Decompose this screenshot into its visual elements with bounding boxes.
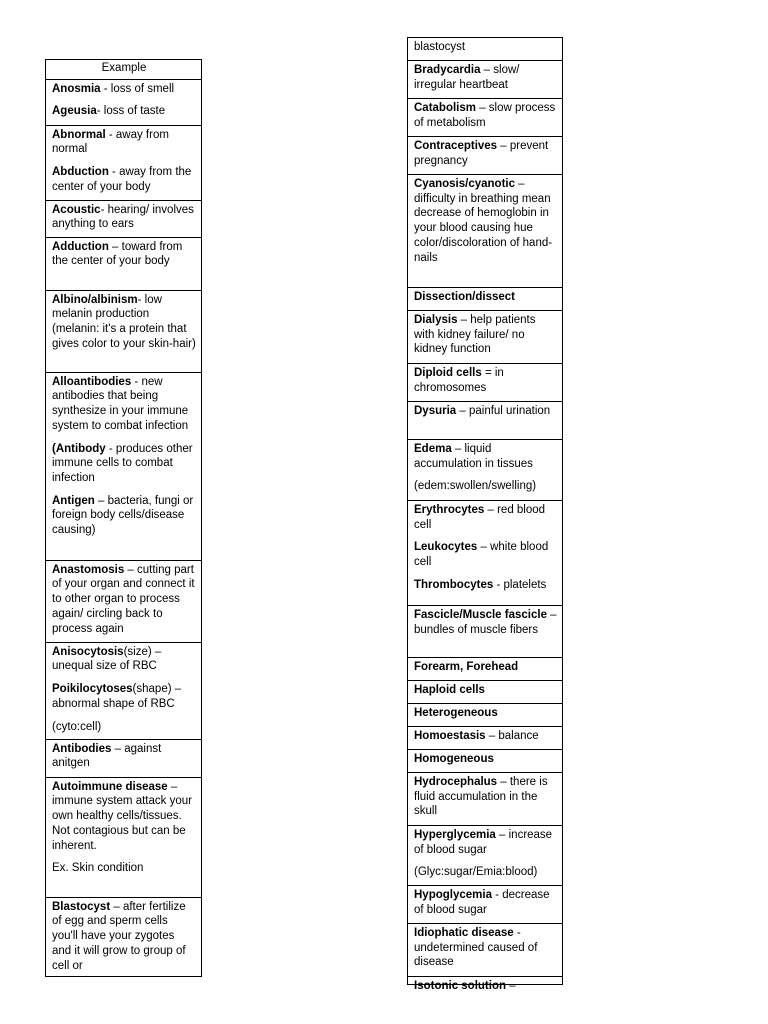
- term: Dysuria: [414, 405, 457, 417]
- table-row: [408, 727, 562, 750]
- table-row: [46, 643, 201, 740]
- glossary-entry: [414, 40, 557, 55]
- table-row: [408, 288, 562, 311]
- term: Erythrocytes: [414, 504, 485, 516]
- term: Anosmia: [52, 82, 101, 95]
- definition: (edem:swollen/swelling): [414, 480, 537, 493]
- definition: blastocyst: [414, 41, 466, 53]
- glossary-entry: [414, 926, 557, 970]
- table-row: [46, 778, 201, 898]
- table-row: [46, 238, 201, 291]
- term: (Antibody: [52, 442, 106, 455]
- term: Fascicle/Muscle fascicle: [414, 609, 547, 621]
- glossary-entry: [414, 290, 557, 305]
- definition: - loss of smell: [100, 82, 175, 95]
- term: Blastocyst: [52, 900, 111, 913]
- table-row: [46, 291, 201, 373]
- definition: - decrease of blood sugar: [414, 889, 550, 916]
- term: Haploid cells: [414, 684, 485, 696]
- definition: – prevent pregnancy: [414, 140, 549, 167]
- definition: – white blood cell: [414, 541, 549, 569]
- term: Albino/albinism: [52, 293, 138, 306]
- glossary-entry: [52, 494, 196, 538]
- glossary-entry: [52, 82, 196, 97]
- term: Adduction: [52, 240, 109, 253]
- definition: – balance: [485, 730, 539, 742]
- term: Bradycardia: [414, 64, 481, 76]
- table-row: [408, 311, 562, 364]
- glossary-entry: [414, 139, 557, 168]
- glossary-entry: [414, 313, 557, 357]
- glossary-entry: [414, 503, 557, 532]
- table-row: [46, 561, 201, 643]
- glossary-entry: [414, 578, 557, 593]
- term: Hypoglycemia: [414, 889, 492, 901]
- definition: (size) – unequal size of RBC: [52, 645, 162, 673]
- glossary-entry: [414, 479, 557, 494]
- term: Acoustic: [52, 203, 101, 216]
- definition: – slow process of metabolism: [414, 102, 556, 129]
- glossary-entry: [52, 203, 196, 232]
- glossary-entry: [52, 442, 196, 486]
- definition: = in chromosomes: [414, 367, 504, 394]
- glossary-entry: [414, 404, 557, 419]
- left-glossary-table: [45, 59, 202, 977]
- definition: - undetermined caused of disease: [414, 927, 538, 969]
- term: Catabolism: [414, 102, 476, 114]
- table-row: [408, 977, 562, 996]
- definition: – painful urination: [456, 405, 551, 417]
- definition: - loss of taste: [96, 105, 166, 118]
- definition: - platelets: [493, 578, 547, 591]
- table-row: [408, 440, 562, 501]
- table-row: [46, 373, 201, 561]
- definition: – immune system attack your own healthy cells/tissues. Not contagious but can be inherent.: [52, 780, 192, 852]
- glossary-entry: [414, 865, 557, 880]
- term: Hydrocephalus: [414, 776, 498, 788]
- glossary-entry: [52, 682, 196, 711]
- table-row: [408, 924, 562, 977]
- term: Abduction: [52, 166, 109, 179]
- term: Edema: [414, 443, 452, 455]
- table-row: [408, 773, 562, 826]
- table-row: [408, 886, 562, 924]
- glossary-entry: [52, 128, 196, 157]
- glossary-entry: [414, 729, 557, 744]
- term: Thrombocytes: [414, 578, 494, 591]
- glossary-entry: [414, 752, 557, 767]
- term: Dissection/dissect: [414, 291, 515, 303]
- definition: (cyto:cell): [52, 720, 102, 733]
- term: Homogeneous: [414, 753, 494, 765]
- term: Idiophatic disease: [414, 927, 514, 939]
- glossary-entry: [52, 165, 196, 194]
- term: Isotonic solution: [414, 980, 506, 992]
- term: Dialysis: [414, 314, 458, 326]
- table-row: [408, 501, 562, 606]
- definition: – increase of blood sugar: [414, 829, 553, 856]
- table-row: [408, 61, 562, 99]
- table-row: [46, 740, 201, 778]
- term: Hyperglycemia: [414, 829, 496, 841]
- table-row: [46, 80, 201, 126]
- term: Leukocytes: [414, 541, 478, 554]
- glossary-entry: [52, 563, 196, 637]
- glossary-entry: [52, 742, 196, 771]
- definition: – slow/ irregular heartbeat: [414, 64, 520, 91]
- definition: – difficulty in breathing mean decrease of hemoglobin in your blood causing hue color/discoloration of hand-nails: [414, 178, 553, 264]
- definition: Ex. Skin condition: [52, 862, 144, 875]
- table-row: [46, 126, 201, 201]
- definition: - hearing/ involves anything to ears: [52, 203, 194, 231]
- definition: – bundles of muscle fibers: [414, 609, 557, 636]
- glossary-entry: [414, 442, 557, 471]
- term: Contraceptives: [414, 140, 498, 152]
- table-row: [408, 658, 562, 681]
- term: Anastomosis: [52, 563, 125, 576]
- definition: – there is fluid accumulation in the skull: [414, 776, 548, 818]
- term: Abnormal: [52, 128, 106, 141]
- term: Antigen: [52, 494, 95, 507]
- term: Homoestasis: [414, 730, 486, 742]
- definition: – bacteria, fungi or foreign body cells/disease causing): [52, 494, 194, 537]
- glossary-entry: [52, 780, 196, 854]
- glossary-entry: [52, 240, 196, 269]
- table-row: [408, 606, 562, 658]
- glossary-entry: [414, 979, 557, 994]
- term: Autoimmune disease: [52, 780, 168, 793]
- term: Anisocytosis: [52, 645, 124, 658]
- glossary-entry: [414, 101, 557, 130]
- definition: – toward from the center of your body: [52, 240, 183, 268]
- table-row: [408, 704, 562, 727]
- glossary-entry: [414, 63, 557, 92]
- glossary-entry: [414, 775, 557, 819]
- definition: – red blood cell: [414, 504, 546, 531]
- glossary-entry: [414, 366, 557, 395]
- definition: - low melanin production (melanin: it's a protein that gives color to your skin-hair): [52, 293, 196, 350]
- definition: – against anitgen: [52, 742, 162, 770]
- glossary-entry: [52, 900, 196, 971]
- glossary-entry: [414, 660, 557, 675]
- term: Heterogeneous: [414, 707, 498, 719]
- glossary-entry: [52, 375, 196, 434]
- term: Cyanosis/cyanotic: [414, 178, 515, 190]
- definition: – liquid accumulation in tissues: [414, 443, 533, 470]
- definition: – help patients with kidney failure/ no kidney function: [414, 314, 536, 356]
- definition: –: [506, 980, 516, 992]
- table-row: [46, 201, 201, 238]
- table-row: [408, 826, 562, 886]
- table-row: [46, 898, 201, 971]
- glossary-entry: [414, 683, 557, 698]
- table-row: [408, 750, 562, 773]
- term: Alloantibodies: [52, 375, 132, 388]
- term: Diploid cells: [414, 367, 482, 379]
- term: Antibodies: [52, 742, 112, 755]
- glossary-entry: [52, 104, 196, 119]
- glossary-entry: [52, 861, 196, 876]
- definition: - away from the center of your body: [52, 166, 192, 193]
- definition: (shape) – abnormal shape of RBC: [52, 683, 182, 710]
- table-row: [408, 681, 562, 704]
- glossary-entry: [414, 828, 557, 857]
- term: Forearm, Forehead: [414, 661, 519, 673]
- table-row: [408, 364, 562, 402]
- definition: - new antibodies that being synthesize in your immune system to combat infection: [52, 375, 189, 432]
- glossary-entry: [414, 177, 557, 265]
- glossary-entry: [52, 720, 196, 735]
- term: Ageusia: [52, 105, 97, 118]
- term: Poikilocytoses: [52, 683, 133, 696]
- glossary-entry: [414, 888, 557, 917]
- table-row: [408, 38, 562, 61]
- table-row: [408, 402, 562, 440]
- table-row: [408, 99, 562, 137]
- table-row: [408, 137, 562, 175]
- definition: - produces other immune cells to combat infection: [52, 442, 193, 484]
- glossary-entry: [52, 645, 196, 674]
- right-glossary-table: [407, 37, 563, 992]
- glossary-entry: [414, 608, 557, 637]
- glossary-entry: [414, 540, 557, 569]
- definition: (Glyc:sugar/Emia:blood): [414, 866, 538, 879]
- definition: – after fertilize of egg and sperm cells you'll have your zygotes and it will grow to group of cell or: [52, 900, 186, 971]
- definition: - away from normal: [52, 128, 169, 156]
- definition: – cutting part of your organ and connect it to other organ to process again/ circling back to process again: [52, 563, 195, 635]
- table-header: Example: [46, 60, 201, 80]
- glossary-entry: [52, 293, 196, 352]
- glossary-entry: [414, 706, 557, 721]
- table-row: [408, 175, 562, 288]
